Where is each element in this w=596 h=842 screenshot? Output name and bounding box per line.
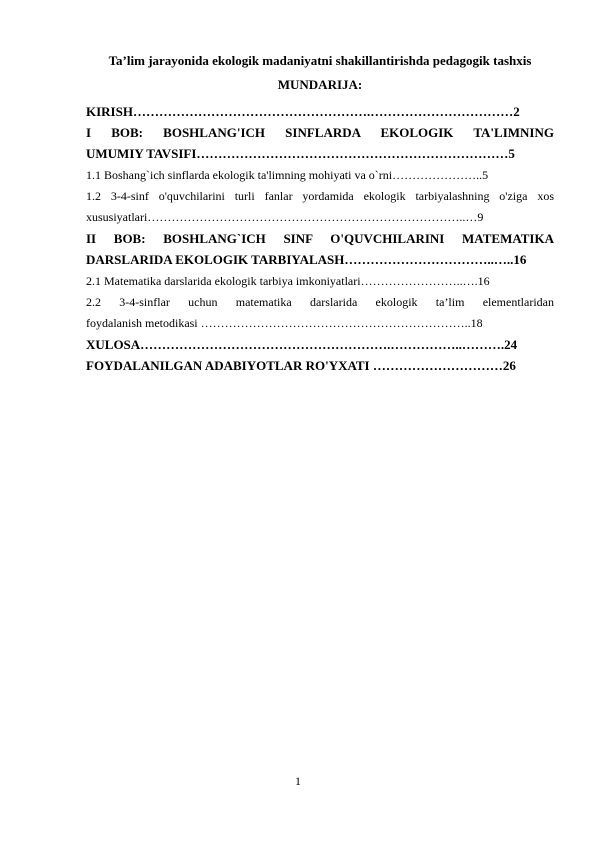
toc-entry-section-1-1: 1.1 Boshang`ich sinflarda ekologik ta'limning mohiyati va o`rni…………………..5	[86, 167, 489, 182]
toc-entry-chapter-1-line-2: UMUMIY TAVSIFI………………………………………………………………5	[86, 146, 515, 162]
page-number: 1	[295, 774, 301, 788]
toc-entry-section-1-2-line-2: xususiyatlari……………………………………………………………………..…9	[86, 209, 484, 224]
toc-entry-chapter-1-line-1: I BOB: BOSHLANG'ICH SINFLARDA EKOLOGIK TA'LIMNING	[86, 125, 554, 141]
toc-entry-section-2-2-line-1: 2.2 3-4-sinflar uchun matematika darslarida ekologik ta’lim elementlaridan	[86, 294, 554, 309]
table-of-contents	[86, 101, 554, 376]
toc-entry-section-1-2-line-1: 1.2 3-4-sinf o'quvchilarini turli fanlar yordamida ekologik tarbiyalashning o'ziga xos	[86, 188, 554, 203]
toc-entry-section-2-1: 2.1 Matematika darslarida ekologik tarbiya imkoniyatlari……………………..….16	[86, 273, 490, 288]
toc-entry-chapter-2-line-1: II BOB: BOSHLANG`ICH SINF O'QUVCHILARINI MATEMATIKA	[86, 231, 554, 247]
toc-entry-references: FOYDALANILGAN ADABIYOTLAR RO'YXATI …………………………26	[86, 358, 516, 374]
toc-entry-xulosa: XULOSA………………………………………………….……………..……….24	[86, 337, 518, 353]
toc-entry-kirish: KIRISH……………………………………………….……………………………2	[86, 104, 520, 119]
toc-entry-chapter-2-line-2: DARSLARIDA EKOLOGIK TARBIYALASH……………………………..…..16	[86, 252, 527, 268]
document-title: Ta’lim jarayonida ekologik madaniyatni shakillantirishda pedagogik tashxis	[108, 53, 532, 68]
toc-entry-section-2-2-line-2: foydalanish metodikasi …………………………………………………………..18	[86, 315, 483, 330]
contents-heading: MUNDARIJA:	[277, 77, 363, 92]
